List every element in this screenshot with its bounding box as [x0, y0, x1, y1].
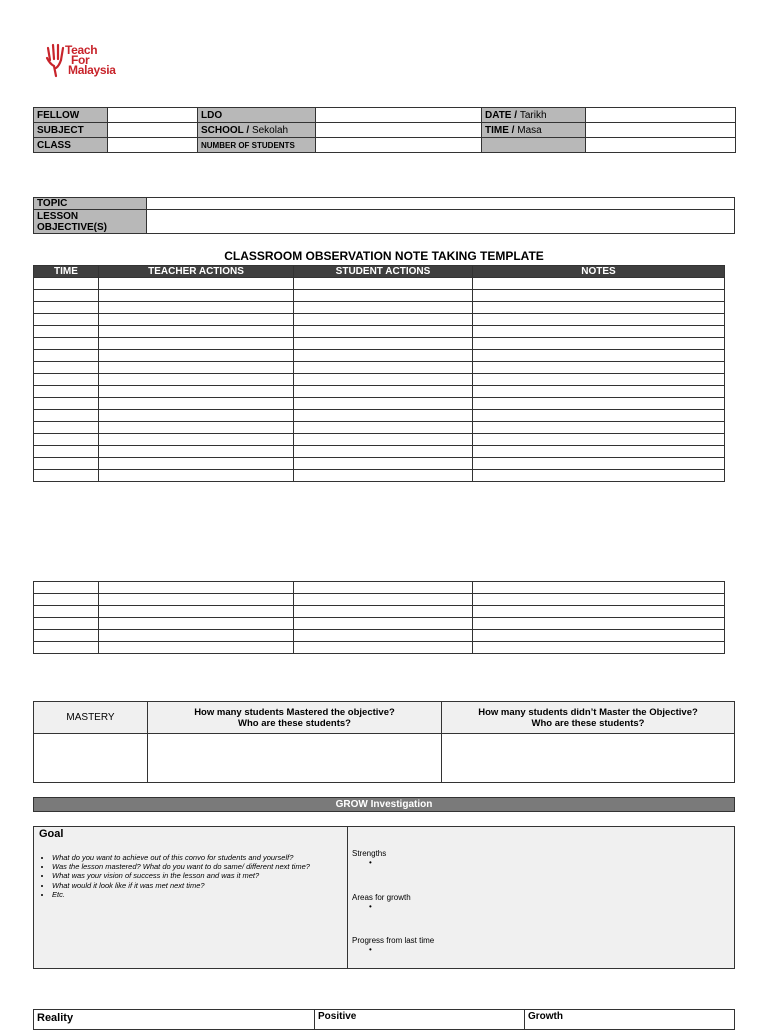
blank-field[interactable]	[586, 138, 736, 153]
student-actions-cell[interactable]	[294, 458, 473, 470]
notes-cell[interactable]	[473, 618, 725, 630]
strengths-bullet: •	[369, 858, 372, 867]
observation-row	[34, 410, 725, 422]
time-cell[interactable]	[34, 618, 99, 630]
teacher-actions-cell[interactable]	[99, 386, 294, 398]
school-label: SCHOOL / Sekolah	[198, 123, 316, 138]
observation-row	[34, 398, 725, 410]
student-actions-cell[interactable]	[294, 326, 473, 338]
topic-label: TOPIC	[34, 198, 147, 210]
notes-cell[interactable]	[473, 326, 725, 338]
school-field[interactable]	[316, 123, 482, 138]
growth-label: Growth	[525, 1010, 735, 1030]
time-cell[interactable]	[34, 410, 99, 422]
time-cell[interactable]	[34, 458, 99, 470]
observation-row	[34, 446, 725, 458]
goal-questions	[34, 853, 362, 899]
teacher-actions-cell[interactable]	[99, 642, 294, 654]
goal-label: Goal	[39, 828, 64, 840]
notes-cell[interactable]	[473, 398, 725, 410]
notes-cell[interactable]	[473, 434, 725, 446]
goal-question: • What would it look like if it was met next time?	[52, 881, 362, 890]
logo	[44, 42, 134, 82]
time-cell[interactable]	[34, 374, 99, 386]
student-actions-cell[interactable]	[294, 278, 473, 290]
observation-table-continued	[33, 581, 725, 654]
notes-cell[interactable]	[473, 290, 725, 302]
teacher-actions-cell[interactable]	[99, 278, 294, 290]
info-table	[33, 107, 736, 153]
student-actions-cell[interactable]	[294, 434, 473, 446]
fellow-label: FELLOW	[34, 108, 108, 123]
observation-row	[34, 374, 725, 386]
time-cell[interactable]	[34, 338, 99, 350]
date-label: DATE / Tarikh	[482, 108, 586, 123]
objective-field[interactable]	[147, 210, 735, 234]
topic-field[interactable]	[147, 198, 735, 210]
student-actions-cell[interactable]	[294, 594, 473, 606]
observation-row	[34, 290, 725, 302]
teacher-actions-cell[interactable]	[99, 326, 294, 338]
observation-row	[34, 362, 725, 374]
time-cell[interactable]	[34, 470, 99, 482]
observation-row	[34, 302, 725, 314]
objective-label: LESSON OBJECTIVE(S)	[34, 210, 147, 234]
time-label: TIME / Masa	[482, 123, 586, 138]
goal-box	[33, 826, 735, 969]
time-cell[interactable]	[34, 434, 99, 446]
assessment-section[interactable]	[348, 827, 734, 968]
teacher-actions-cell[interactable]	[99, 594, 294, 606]
ldo-label: LDO	[198, 108, 316, 123]
student-actions-cell[interactable]	[294, 582, 473, 594]
observation-row	[34, 582, 725, 594]
observation-row	[34, 434, 725, 446]
goal-section[interactable]	[34, 827, 348, 968]
time-cell[interactable]	[34, 326, 99, 338]
notes-cell[interactable]	[473, 314, 725, 326]
class-label: CLASS	[34, 138, 108, 153]
observation-row	[34, 386, 725, 398]
time-field[interactable]	[586, 123, 736, 138]
student-actions-cell[interactable]	[294, 314, 473, 326]
notes-cell[interactable]	[473, 350, 725, 362]
mastery-label: MASTERY	[34, 702, 148, 734]
reality-label: Reality	[34, 1010, 315, 1030]
student-actions-cell[interactable]	[294, 374, 473, 386]
time-cell[interactable]	[34, 446, 99, 458]
notes-cell[interactable]	[473, 362, 725, 374]
observation-table	[33, 265, 725, 482]
student-actions-cell[interactable]	[294, 290, 473, 302]
teacher-actions-cell[interactable]	[99, 618, 294, 630]
subject-field[interactable]	[108, 123, 198, 138]
teacher-actions-cell[interactable]	[99, 582, 294, 594]
student-actions-cell[interactable]	[294, 398, 473, 410]
header-student-actions: STUDENT ACTIONS	[294, 266, 473, 278]
not-mastered-answer-field[interactable]	[442, 734, 735, 783]
observation-row	[34, 606, 725, 618]
time-cell[interactable]	[34, 582, 99, 594]
time-cell[interactable]	[34, 398, 99, 410]
time-cell[interactable]	[34, 302, 99, 314]
observation-row	[34, 642, 725, 654]
student-actions-cell[interactable]	[294, 446, 473, 458]
time-cell[interactable]	[34, 642, 99, 654]
student-actions-cell[interactable]	[294, 630, 473, 642]
teacher-actions-cell[interactable]	[99, 314, 294, 326]
teacher-actions-cell[interactable]	[99, 422, 294, 434]
observation-row	[34, 618, 725, 630]
notes-cell[interactable]	[473, 582, 725, 594]
notes-cell[interactable]	[473, 470, 725, 482]
teacher-actions-cell[interactable]	[99, 630, 294, 642]
logo-line-teach: Teach	[65, 43, 98, 57]
observation-row	[34, 594, 725, 606]
time-cell[interactable]	[34, 630, 99, 642]
teacher-actions-cell[interactable]	[99, 398, 294, 410]
notes-cell[interactable]	[473, 386, 725, 398]
time-cell[interactable]	[34, 314, 99, 326]
student-actions-cell[interactable]	[294, 338, 473, 350]
areas-label: Areas for growth	[352, 893, 411, 902]
header-time: TIME	[34, 266, 99, 278]
grow-investigation-header: GROW Investigation	[33, 797, 735, 812]
notes-cell[interactable]	[473, 630, 725, 642]
header-notes: NOTES	[473, 266, 725, 278]
student-actions-cell[interactable]	[294, 470, 473, 482]
time-cell[interactable]	[34, 422, 99, 434]
reality-table	[33, 1009, 735, 1030]
template-title: CLASSROOM OBSERVATION NOTE TAKING TEMPLATE	[224, 249, 544, 263]
student-actions-cell[interactable]	[294, 422, 473, 434]
notes-cell[interactable]	[473, 446, 725, 458]
observation-row	[34, 314, 725, 326]
progress-label: Progress from last time	[352, 936, 435, 945]
not-mastered-question: How many students didn’t Master the Objective? Who are these students?	[442, 702, 735, 734]
teacher-actions-cell[interactable]	[99, 290, 294, 302]
positive-label: Positive	[315, 1010, 525, 1030]
notes-cell[interactable]	[473, 374, 725, 386]
mastered-answer-field[interactable]	[148, 734, 442, 783]
goal-question: • Etc.	[52, 890, 362, 899]
time-cell[interactable]	[34, 290, 99, 302]
student-actions-cell[interactable]	[294, 642, 473, 654]
student-actions-cell[interactable]	[294, 606, 473, 618]
observation-row	[34, 422, 725, 434]
fellow-field[interactable]	[108, 108, 198, 123]
notes-cell[interactable]	[473, 594, 725, 606]
observation-row	[34, 470, 725, 482]
num-students-field[interactable]	[316, 138, 482, 153]
student-actions-cell[interactable]	[294, 350, 473, 362]
student-actions-cell[interactable]	[294, 410, 473, 422]
blank-label	[482, 138, 586, 153]
ldo-field[interactable]	[316, 108, 482, 123]
notes-cell[interactable]	[473, 338, 725, 350]
notes-cell[interactable]	[473, 422, 725, 434]
num-students-label: NUMBER OF STUDENTS	[198, 138, 316, 153]
teacher-actions-cell[interactable]	[99, 434, 294, 446]
time-cell[interactable]	[34, 350, 99, 362]
teacher-actions-cell[interactable]	[99, 374, 294, 386]
notes-cell[interactable]	[473, 606, 725, 618]
goal-question: • What do you want to achieve out of this convo for students and yourself?	[52, 853, 362, 862]
notes-cell[interactable]	[473, 642, 725, 654]
goal-question: • Was the lesson mastered? What do you want to do same/ different next time?	[52, 862, 362, 871]
subject-label: SUBJECT	[34, 123, 108, 138]
areas-bullet: •	[369, 902, 372, 911]
teacher-actions-cell[interactable]	[99, 362, 294, 374]
teacher-actions-cell[interactable]	[99, 350, 294, 362]
teacher-actions-cell[interactable]	[99, 338, 294, 350]
time-cell[interactable]	[34, 386, 99, 398]
teacher-actions-cell[interactable]	[99, 446, 294, 458]
notes-cell[interactable]	[473, 278, 725, 290]
date-field[interactable]	[586, 108, 736, 123]
notes-cell[interactable]	[473, 458, 725, 470]
notes-cell[interactable]	[473, 302, 725, 314]
student-actions-cell[interactable]	[294, 618, 473, 630]
mastery-blank	[34, 734, 148, 783]
student-actions-cell[interactable]	[294, 362, 473, 374]
header-teacher-actions: TEACHER ACTIONS	[99, 266, 294, 278]
topic-table	[33, 197, 735, 234]
observation-row	[34, 338, 725, 350]
teacher-actions-cell[interactable]	[99, 302, 294, 314]
teacher-actions-cell[interactable]	[99, 458, 294, 470]
time-cell[interactable]	[34, 362, 99, 374]
strengths-label: Strengths	[352, 849, 387, 858]
notes-cell[interactable]	[473, 410, 725, 422]
teacher-actions-cell[interactable]	[99, 410, 294, 422]
student-actions-cell[interactable]	[294, 302, 473, 314]
observation-row	[34, 458, 725, 470]
mastery-table	[33, 701, 735, 783]
observation-row	[34, 630, 725, 642]
observation-row	[34, 350, 725, 362]
mastered-question: How many students Mastered the objective? Who are these students?	[148, 702, 442, 734]
time-cell[interactable]	[34, 278, 99, 290]
goal-question: • What was your vision of success in the lesson and was it met?	[52, 871, 362, 880]
logo-line-for: For	[71, 53, 90, 67]
teacher-actions-cell[interactable]	[99, 470, 294, 482]
time-cell[interactable]	[34, 606, 99, 618]
student-actions-cell[interactable]	[294, 386, 473, 398]
class-field[interactable]	[108, 138, 198, 153]
observation-row	[34, 278, 725, 290]
progress-bullet: •	[369, 945, 372, 954]
teacher-actions-cell[interactable]	[99, 606, 294, 618]
time-cell[interactable]	[34, 594, 99, 606]
observation-row	[34, 326, 725, 338]
logo-line-malaysia: Malaysia	[68, 63, 116, 77]
